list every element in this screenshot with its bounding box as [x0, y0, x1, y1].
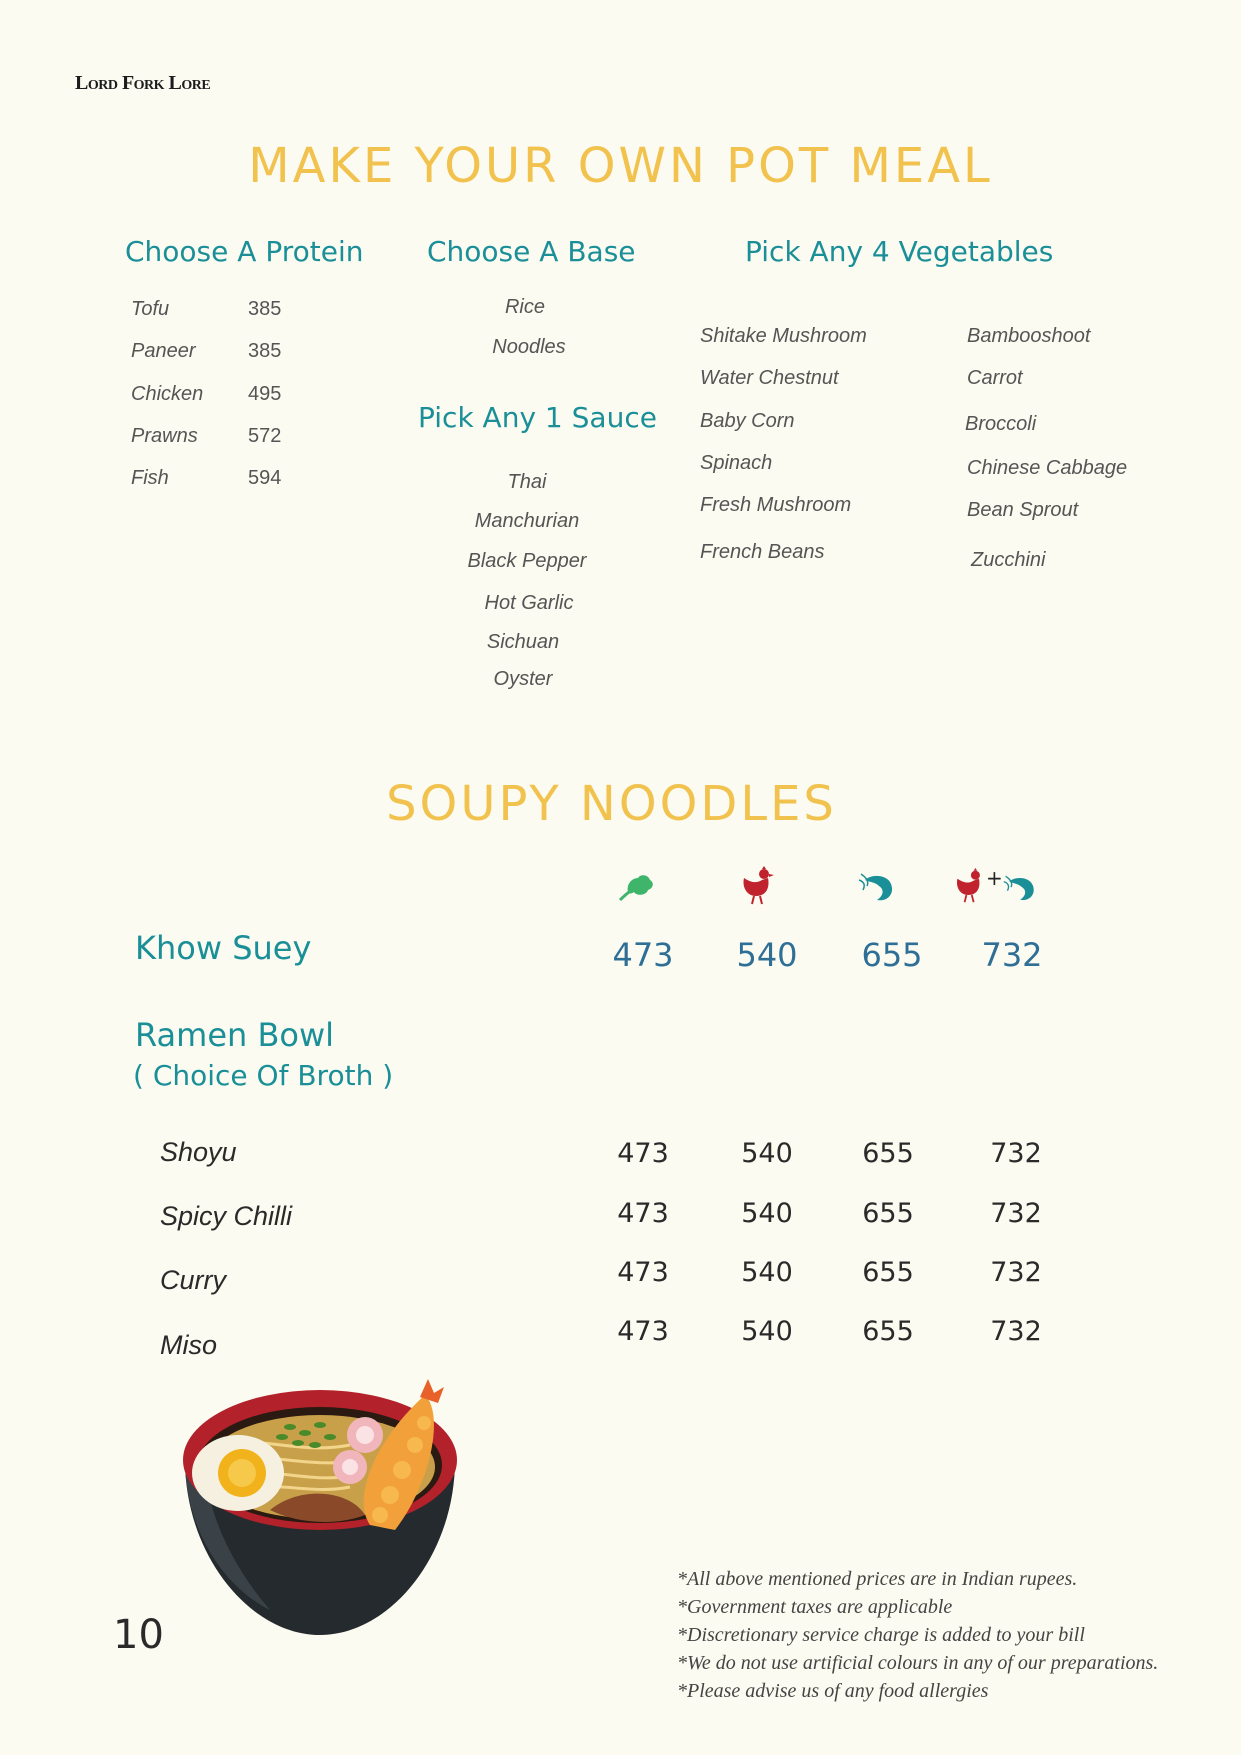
- base-item: Rice: [504, 296, 545, 318]
- broth-name: Curry: [160, 1265, 226, 1295]
- footnote: *Government taxes are applicable: [677, 1596, 953, 1618]
- soupy-noodles-title: SOUPY NOODLES: [386, 776, 837, 832]
- khow-suey-title: Khow Suey: [135, 929, 312, 967]
- leaf-icon: [614, 870, 664, 910]
- footnote: *All above mentioned prices are in Indian rupees.: [677, 1568, 1078, 1590]
- broth-name: Shoyu: [160, 1137, 237, 1167]
- vegetable-item: Shitake Mushroom: [700, 325, 867, 347]
- sauce-item: Thai: [507, 471, 547, 493]
- broth-price: 473: [617, 1198, 669, 1229]
- protein-name: Prawns: [131, 425, 198, 447]
- broth-price: 732: [990, 1257, 1042, 1288]
- broth-price: 732: [990, 1316, 1042, 1347]
- protein-price: 385: [248, 340, 282, 362]
- ramen-title: Ramen Bowl: [135, 1016, 335, 1054]
- khow-suey-price-combo: 732: [981, 936, 1043, 974]
- protein-name: Fish: [131, 467, 169, 489]
- protein-price: 594: [248, 467, 282, 489]
- brand-logo: Lord Fork Lore: [75, 72, 211, 94]
- broth-price: 473: [617, 1316, 669, 1347]
- broth-price: 732: [990, 1138, 1042, 1169]
- vegetable-item: Water Chestnut: [700, 367, 839, 389]
- broth-price: 540: [741, 1316, 793, 1347]
- plus-sign: +: [986, 866, 1003, 890]
- sauce-item: Black Pepper: [467, 550, 587, 572]
- khow-suey-price-prawn: 655: [861, 936, 923, 974]
- vegetables-heading: Pick Any 4 Vegetables: [745, 235, 1054, 268]
- broth-price: 732: [990, 1198, 1042, 1229]
- protein-price: 572: [248, 425, 282, 447]
- vegetable-item: Bambooshoot: [967, 325, 1091, 347]
- vegetable-item: Bean Sprout: [967, 499, 1079, 521]
- vegetable-item: Carrot: [967, 367, 1023, 389]
- vegetable-item: Fresh Mushroom: [700, 494, 852, 516]
- sauce-item: Hot Garlic: [484, 592, 574, 614]
- sauce-item: Manchurian: [474, 510, 580, 532]
- broth-price: 540: [741, 1257, 793, 1288]
- protein-heading: Choose A Protein: [125, 235, 364, 268]
- vegetable-item: Broccoli: [965, 413, 1037, 435]
- protein-price: 385: [248, 298, 282, 320]
- vegetable-item: French Beans: [700, 541, 825, 563]
- khow-suey-price-chicken: 540: [736, 936, 798, 974]
- broth-price: 655: [862, 1198, 914, 1229]
- protein-name: Chicken: [131, 383, 204, 405]
- broth-price: 540: [741, 1198, 793, 1229]
- broth-price: 655: [862, 1316, 914, 1347]
- sauce-item: Sichuan: [486, 631, 560, 653]
- broth-name: Miso: [160, 1330, 218, 1360]
- chicken-plus-prawn-icon: [952, 866, 1042, 906]
- ramen-subtitle: ( Choice Of Broth ): [133, 1059, 394, 1092]
- page-number: 10: [113, 1612, 164, 1658]
- vegetable-item: Baby Corn: [700, 410, 795, 432]
- broth-price: 655: [862, 1138, 914, 1169]
- chicken-icon: [738, 866, 788, 906]
- protein-name: Tofu: [131, 298, 170, 320]
- footnote: *Discretionary service charge is added to your bill: [677, 1624, 1085, 1646]
- footnote: *Please advise us of any food allergies: [677, 1680, 989, 1702]
- broth-price: 473: [617, 1138, 669, 1169]
- vegetable-item: Spinach: [700, 452, 773, 474]
- broth-price: 473: [617, 1257, 669, 1288]
- ramen-bowl-illustration: [180, 1375, 490, 1640]
- vegetable-item: Chinese Cabbage: [967, 457, 1128, 479]
- vegetable-item: Zucchini: [971, 549, 1046, 571]
- footnotes: [677, 1565, 1217, 1705]
- sauce-item: Oyster: [493, 668, 553, 690]
- broth-price: 540: [741, 1138, 793, 1169]
- prawn-icon: [857, 870, 907, 910]
- protein-name: Paneer: [131, 340, 196, 362]
- broth-price: 655: [862, 1257, 914, 1288]
- protein-price: 495: [248, 383, 282, 405]
- base-item: Noodles: [492, 336, 566, 358]
- footnote: *We do not use artificial colours in any of our preparations.: [677, 1652, 1159, 1674]
- sauce-heading: Pick Any 1 Sauce: [418, 401, 657, 434]
- broth-name: Spicy Chilli: [160, 1201, 293, 1231]
- base-heading: Choose A Base: [427, 235, 636, 268]
- pot-meal-title: MAKE YOUR OWN POT MEAL: [248, 138, 993, 194]
- khow-suey-price-veg: 473: [612, 936, 674, 974]
